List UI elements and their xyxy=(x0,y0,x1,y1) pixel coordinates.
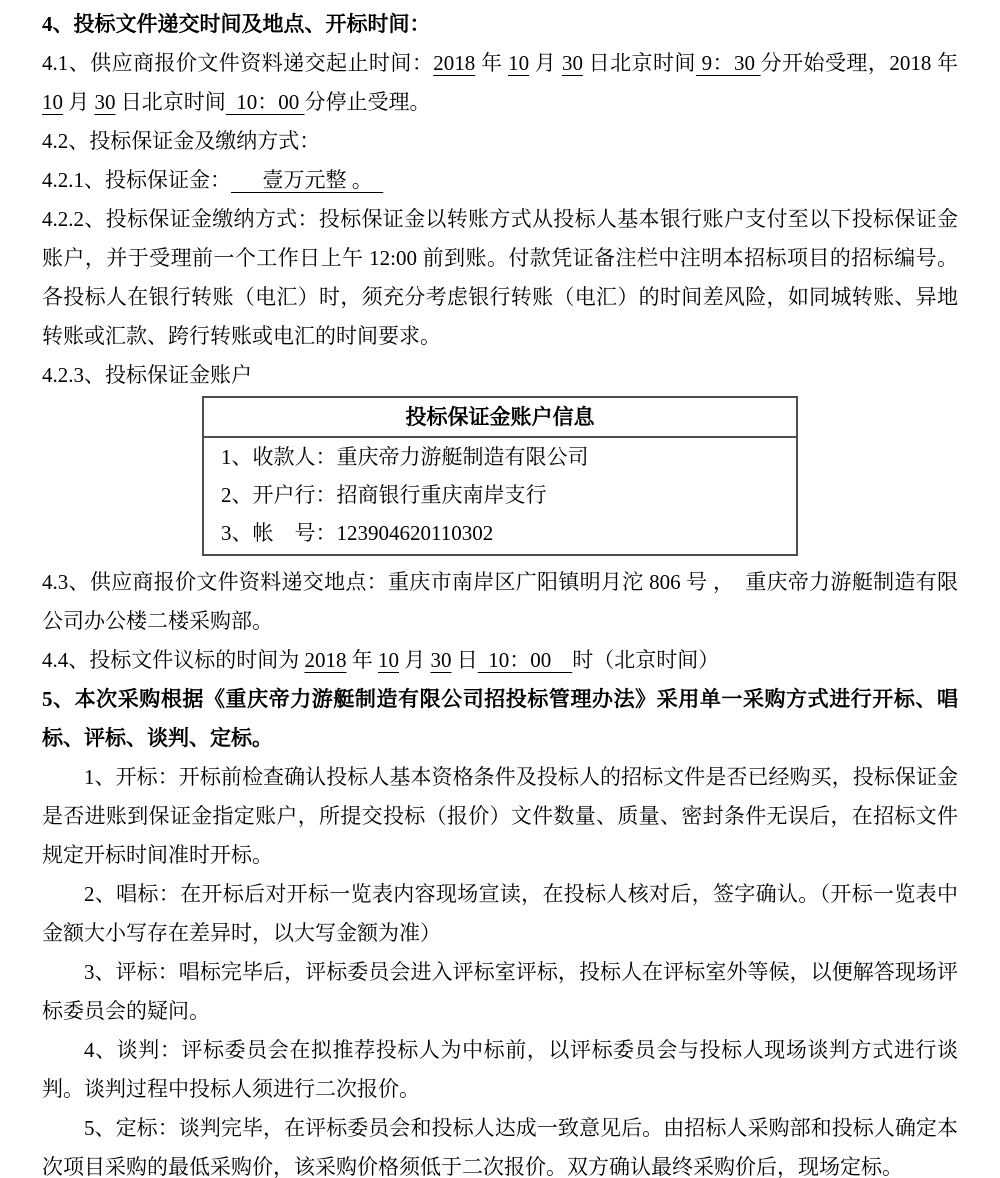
text-run: 月 xyxy=(399,648,431,672)
underlined-value: 10 xyxy=(508,51,530,75)
text-run: 2、唱标：在开标后对开标一览表内容现场宣读，在投标人核对后，签字确认。（开标一览表中金额大小写存在差异时，以大写金额为准） xyxy=(42,882,958,945)
clause-4-3 xyxy=(42,563,958,641)
step-4-tanpan xyxy=(42,1031,958,1109)
text-run: 日北京时间 xyxy=(115,90,226,114)
text-run: 月 xyxy=(63,90,95,114)
step-2-changbiao xyxy=(42,875,958,953)
text-run: 4.4、投标文件议标的时间为 xyxy=(42,648,305,672)
clause-4-1 xyxy=(42,44,964,122)
text-run: 4.2、投标保证金及缴纳方式： xyxy=(42,129,321,153)
step-3-pingbiao xyxy=(42,953,958,1031)
text-run: 月 xyxy=(529,51,562,75)
text-run: 4、谈判：评标委员会在拟推荐投标人为中标前，以评标委员会与投标人现场谈判方式进行谈判。谈判过程中投标人须进行二次报价。 xyxy=(42,1038,958,1101)
text-run: 日北京时间 xyxy=(582,51,696,75)
underlined-value: 10 xyxy=(42,90,63,114)
clause-4-2-2 xyxy=(42,200,958,356)
text-run: 年 xyxy=(475,51,509,75)
underlined-value: 10 xyxy=(378,648,399,672)
text-run: 4.2.3、投标保证金账户 xyxy=(42,363,252,387)
section-4-heading xyxy=(42,5,958,44)
deposit-account-table-title: 投标保证金账户信息 xyxy=(204,398,796,438)
clause-4-2 xyxy=(42,122,958,161)
underlined-value: 10：00 xyxy=(477,648,573,672)
text-run: 5、定标：谈判完毕，在评标委员会和投标人达成一致意见后。由招标人采购部和投标人确定本次项目采购的最低采购价，该采购价格须低于二次报价。双方确认最终采购价后，现场定标。 xyxy=(42,1116,958,1178)
underlined-value: 2018 xyxy=(433,51,476,75)
underlined-value: 30 xyxy=(430,648,452,672)
underlined-value: 2018 xyxy=(304,648,347,672)
table-row: 2、开户行：招商银行重庆南岸支行 xyxy=(221,483,547,507)
underlined-value: 30 xyxy=(94,90,116,114)
text-run: 时（北京时间） xyxy=(572,648,720,672)
step-5-dingbiao xyxy=(42,1109,958,1178)
text-run: 日 xyxy=(451,648,478,672)
text-run: 5、本次采购根据《重庆帝力游艇制造有限公司招投标管理办法》采用单一采购方式进行开标、唱标、评标、谈判、定标。 xyxy=(42,687,958,750)
underlined-value: 壹万元整 。 xyxy=(231,168,384,192)
clause-4-2-1 xyxy=(42,161,958,200)
section-5-heading xyxy=(42,680,958,758)
clause-4-2-3 xyxy=(42,356,958,395)
text-run: 3、评标：唱标完毕后，评标委员会进入评标室评标，投标人在评标室外等候，以便解答现场评标委员会的疑问。 xyxy=(42,960,958,1023)
underlined-value: 9：30 xyxy=(695,51,761,75)
underlined-value: 10：00 xyxy=(225,90,305,114)
deposit-account-table xyxy=(202,396,798,556)
table-row: 3、帐 号：123904620110302 xyxy=(221,521,494,545)
text-run: 分开始受理，2018 年 xyxy=(760,51,964,75)
text-run: 年 xyxy=(346,648,378,672)
step-1-kaibiao xyxy=(42,758,958,875)
text-run: 4.2.2、投标保证金缴纳方式：投标保证金以转账方式从投标人基本银行账户支付至以下投标保证金账户，并于受理前一个工作日上午 12:00 前到账。付款凭证备注栏中注明本招标项目的招标编号。各投标人在银行转账（电汇）时，须充分考虑银行转账（电汇）的时间差风险，如同城转账、异地转账或汇款、跨行转账或电汇的时间要求。 xyxy=(42,207,958,348)
underlined-value: 30 xyxy=(561,51,583,75)
text-run: 4.3、供应商报价文件资料递交地点：重庆市南岸区广阳镇明月沱 806 号 ， 重庆帝力游艇制造有限公司办公楼二楼采购部。 xyxy=(42,570,958,633)
text-run: 1、开标：开标前检查确认投标人基本资格条件及投标人的招标文件是否已经购买，投标保证金是否进账到保证金指定账户，所提交投标（报价）文件数量、质量、密封条件无误后，在招标文件规定开标时间准时开标。 xyxy=(42,765,958,867)
table-row: 1、收款人：重庆帝力游艇制造有限公司 xyxy=(221,445,589,469)
document-body xyxy=(42,5,964,1178)
text-run: 分停止受理。 xyxy=(304,90,431,114)
text-run: 4.2.1、投标保证金： xyxy=(42,168,231,192)
deposit-account-table-body xyxy=(204,438,796,554)
clause-4-4 xyxy=(42,641,958,680)
text-run: 4.1、供应商报价文件资料递交起止时间： xyxy=(42,51,434,75)
text-run: 4、投标文件递交时间及地点、开标时间： xyxy=(42,12,431,36)
